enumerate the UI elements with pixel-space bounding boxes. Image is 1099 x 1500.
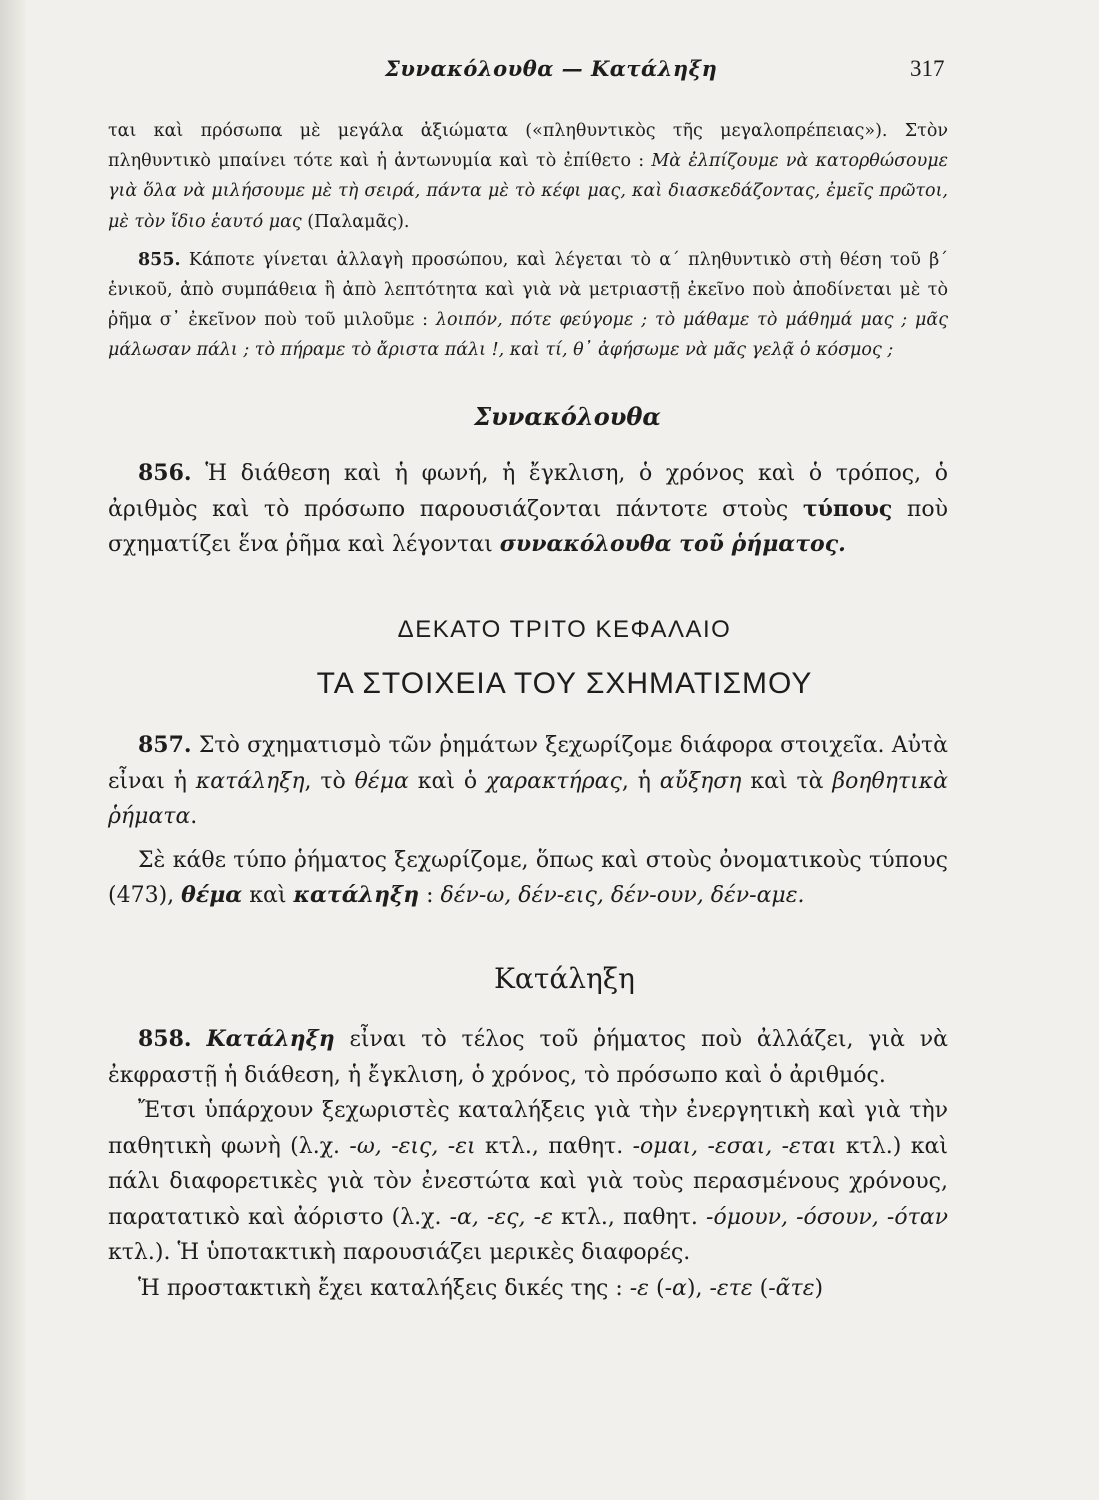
s857-text-d: , ἡ — [621, 768, 660, 794]
section-858-paragraph-1 — [108, 1022, 948, 1093]
section-856 — [108, 456, 948, 563]
s858-p2-text-b: κτλ., παθητ. — [475, 1133, 633, 1159]
section-856-text-b: ποὺ σχηματίζει ἕνα ῥῆμα καὶ λέγονται — [108, 496, 948, 557]
chapter-label: ΔΕΚΑΤΟ ΤΡΙΤΟ ΚΕΦΑΛΑΙΟ — [397, 616, 732, 643]
section-858-paragraph-2 — [108, 1093, 948, 1271]
s858-text-a: εἶναι τὸ τέλος τοῦ ῥήματος ποὺ ἀλλάζει, γιὰ νὰ ἐκφραστῇ ἡ διάθεση, ἡ ἔγκλιση, ὁ χρόνος, τὸ πρόσωπο καὶ ὁ ἀριθμός. — [108, 1027, 948, 1088]
s857-p2-term-kataliksi: κατάληξη — [293, 882, 420, 908]
s857-term-voithitika: βοηθητικὰ ῥήματα — [108, 768, 948, 829]
s858-p2-endings-active: -ω, -εις, -ει — [349, 1133, 476, 1159]
s857-term-charaktiras: χαρακτήρας — [485, 768, 622, 794]
section-857-paragraph-2 — [108, 843, 948, 914]
s858-p3-text-a: Ἡ προστακτικὴ ἔχει καταλήξεις δικές της : — [138, 1275, 630, 1301]
s857-p2-text-a: Σὲ κάθε τύπο ῥήματος ξεχωρίζομε, ὅπως καὶ στοὺς ὀνοματικοὺς τύπους (473), — [108, 847, 948, 908]
running-head — [0, 56, 1099, 90]
section-number-855: 855. — [138, 249, 181, 270]
section-number-858: 858. — [138, 1026, 192, 1052]
continuation-source: (Παλαμᾶς). — [301, 211, 410, 232]
s857-p2-term-thema: θέμα — [181, 882, 243, 908]
section-856-paragraph — [108, 456, 948, 563]
s858-p2-text-e: κτλ.). Ἡ ὑποτακτικὴ παρουσιάζει μερικὲς διαφορές. — [108, 1240, 691, 1265]
section-number-857: 857. — [138, 732, 192, 758]
heading-synakoloutha: Συνακόλουθα — [474, 402, 661, 431]
section-number-856: 856. — [138, 460, 192, 486]
s858-p3-text-b: ( — [649, 1275, 665, 1301]
s858-p3-ending-3: -ετε — [709, 1275, 753, 1301]
paragraph-gap — [108, 835, 948, 843]
s857-text-b: , τὸ — [304, 768, 355, 794]
section-857 — [108, 728, 948, 914]
chapter-title: ΤΑ ΣΤΟΙΧΕΙΑ ΤΟΥ ΣΧΗΜΑΤΙΣΜΟΥ — [316, 667, 813, 700]
s858-term-kataliksi: Κατάληξη — [206, 1026, 335, 1052]
heading-katalixi: Κατάληξη — [494, 962, 635, 995]
s858-p3-text-e: ) — [814, 1275, 824, 1301]
running-title: Συνακόλουθα — Κατάληξη — [385, 56, 718, 81]
page-gutter-shadow — [0, 0, 26, 1500]
s858-p3-ending-4: -ᾶτε — [768, 1275, 815, 1301]
continuation-paragraph — [108, 116, 948, 237]
section-858-paragraph-3 — [108, 1271, 948, 1307]
section-857-paragraph-1 — [108, 728, 948, 835]
paragraph-gap — [108, 237, 948, 245]
s857-term-kataliksi: κατάληξη — [195, 768, 305, 794]
s857-p2-text-b: καὶ — [242, 883, 294, 908]
s857-text-f: . — [190, 804, 198, 829]
s858-p2-endings-past-passive: -όμουν, -όσουν, -όταν — [706, 1204, 948, 1230]
page-number: 317 — [910, 56, 945, 81]
s857-term-thema: θέμα — [354, 768, 409, 794]
s858-p3-ending-1: -ε — [629, 1275, 649, 1301]
term-synakoloutha: συνακόλουθα τοῦ ῥήματος. — [499, 531, 846, 557]
s858-p2-text-c: κτλ.) καὶ πάλι διαφορετικὲς γιὰ τὸν ἐνεστώτα καὶ γιὰ τοὺς περασμένους χρόνους, παρατατικὸ καὶ ἀόριστο (λ.χ. — [108, 1133, 948, 1230]
term-typous: τύπους — [802, 495, 893, 522]
s858-p3-text-d: ( — [752, 1275, 769, 1301]
section-856-text-a: Ἡ διάθεση καὶ ἡ φωνή, ἡ ἔγκλιση, ὁ χρόνος καὶ ὁ τρόπος, ὁ ἀριθμὸς καὶ τὸ πρόσωπο παρουσιάζονται πάντοτε στοὺς — [108, 461, 948, 522]
s857-p2-examples: δέν-ω, δέν-εις, δέν-ουν, δέν-αμε. — [440, 883, 805, 908]
s858-p2-text-d: κτλ., παθητ. — [552, 1204, 707, 1230]
s858-p3-text-c: ), — [686, 1275, 710, 1301]
s857-text-c: καὶ ὁ — [408, 768, 486, 794]
continuation-text: ται καὶ πρόσωπα μὲ μεγάλα ἀξιώματα («πληθυντικὸς τῆς μεγαλοπρέπειας»). Στὸν πληθυντικὸ μπαίνει τότε καὶ ἡ ἀντωνυμία καὶ τὸ ἐπίθετο : — [108, 121, 948, 172]
s858-p3-ending-2: -α — [664, 1275, 687, 1301]
s858-p2-endings-past: -α, -ες, -ε — [449, 1204, 553, 1230]
s857-term-afxisi: αὔξηση — [659, 768, 742, 794]
s857-p2-text-c: : — [419, 883, 441, 908]
s857-text-e: καὶ τὰ — [741, 768, 833, 794]
continuation-example: Μὰ ἐλπίζουμε νὰ κατορθώσουμε γιὰ ὅλα νὰ μιλήσουμε μὲ τὴ σειρά, πάντα μὲ τὸ κέφι μας, καὶ διασκεδάζοντας, ἐμεῖς πρῶτοι, μὲ τὸν ἴδιο ἑαυτό μας — [108, 151, 948, 232]
small-print-block — [108, 116, 948, 366]
section-858 — [108, 1022, 948, 1306]
section-855 — [108, 245, 948, 366]
s858-p2-text-a: Ἔτσι ὑπάρχουν ξεχωριστὲς καταλήξεις γιὰ τὴν ἐνεργητικὴ καὶ γιὰ τὴν παθητικὴ φωνὴ (λ.χ. — [108, 1098, 948, 1159]
s857-text-a: Στὸ σχηματισμὸ τῶν ῥημάτων ξεχωρίζομε διάφορα στοιχεῖα. Αὐτὰ εἶναι ἡ — [108, 733, 948, 794]
section-855-text: Κάποτε γίνεται ἀλλαγὴ προσώπου, καὶ λέγεται τὸ α΄ πληθυντικὸ στὴ θέση τοῦ β΄ ἑνικοῦ, ἀπὸ συμπάθεια ἢ ἀπὸ λεπτότητα καὶ γιὰ νὰ μετριαστῇ ἐκεῖνο ποὺ ἀποδίνεται μὲ τὸ ῥῆμα σ᾿ ἐκεῖνον ποὺ τοῦ μιλοῦμε : — [108, 249, 948, 331]
section-855-examples: λοιπόν, πότε φεύγομε ; τὸ μάθαμε τὸ μάθημά μας ; μᾶς μάλωσαν πάλι ; τὸ πήραμε τὸ ἄριστα πάλι !, καὶ τί, θ᾿ ἀφήσωμε νὰ μᾶς γελᾷ ὁ κόσμος ; — [108, 310, 948, 361]
s858-p2-endings-passive: -ομαι, -εσαι, -εται — [632, 1133, 837, 1159]
